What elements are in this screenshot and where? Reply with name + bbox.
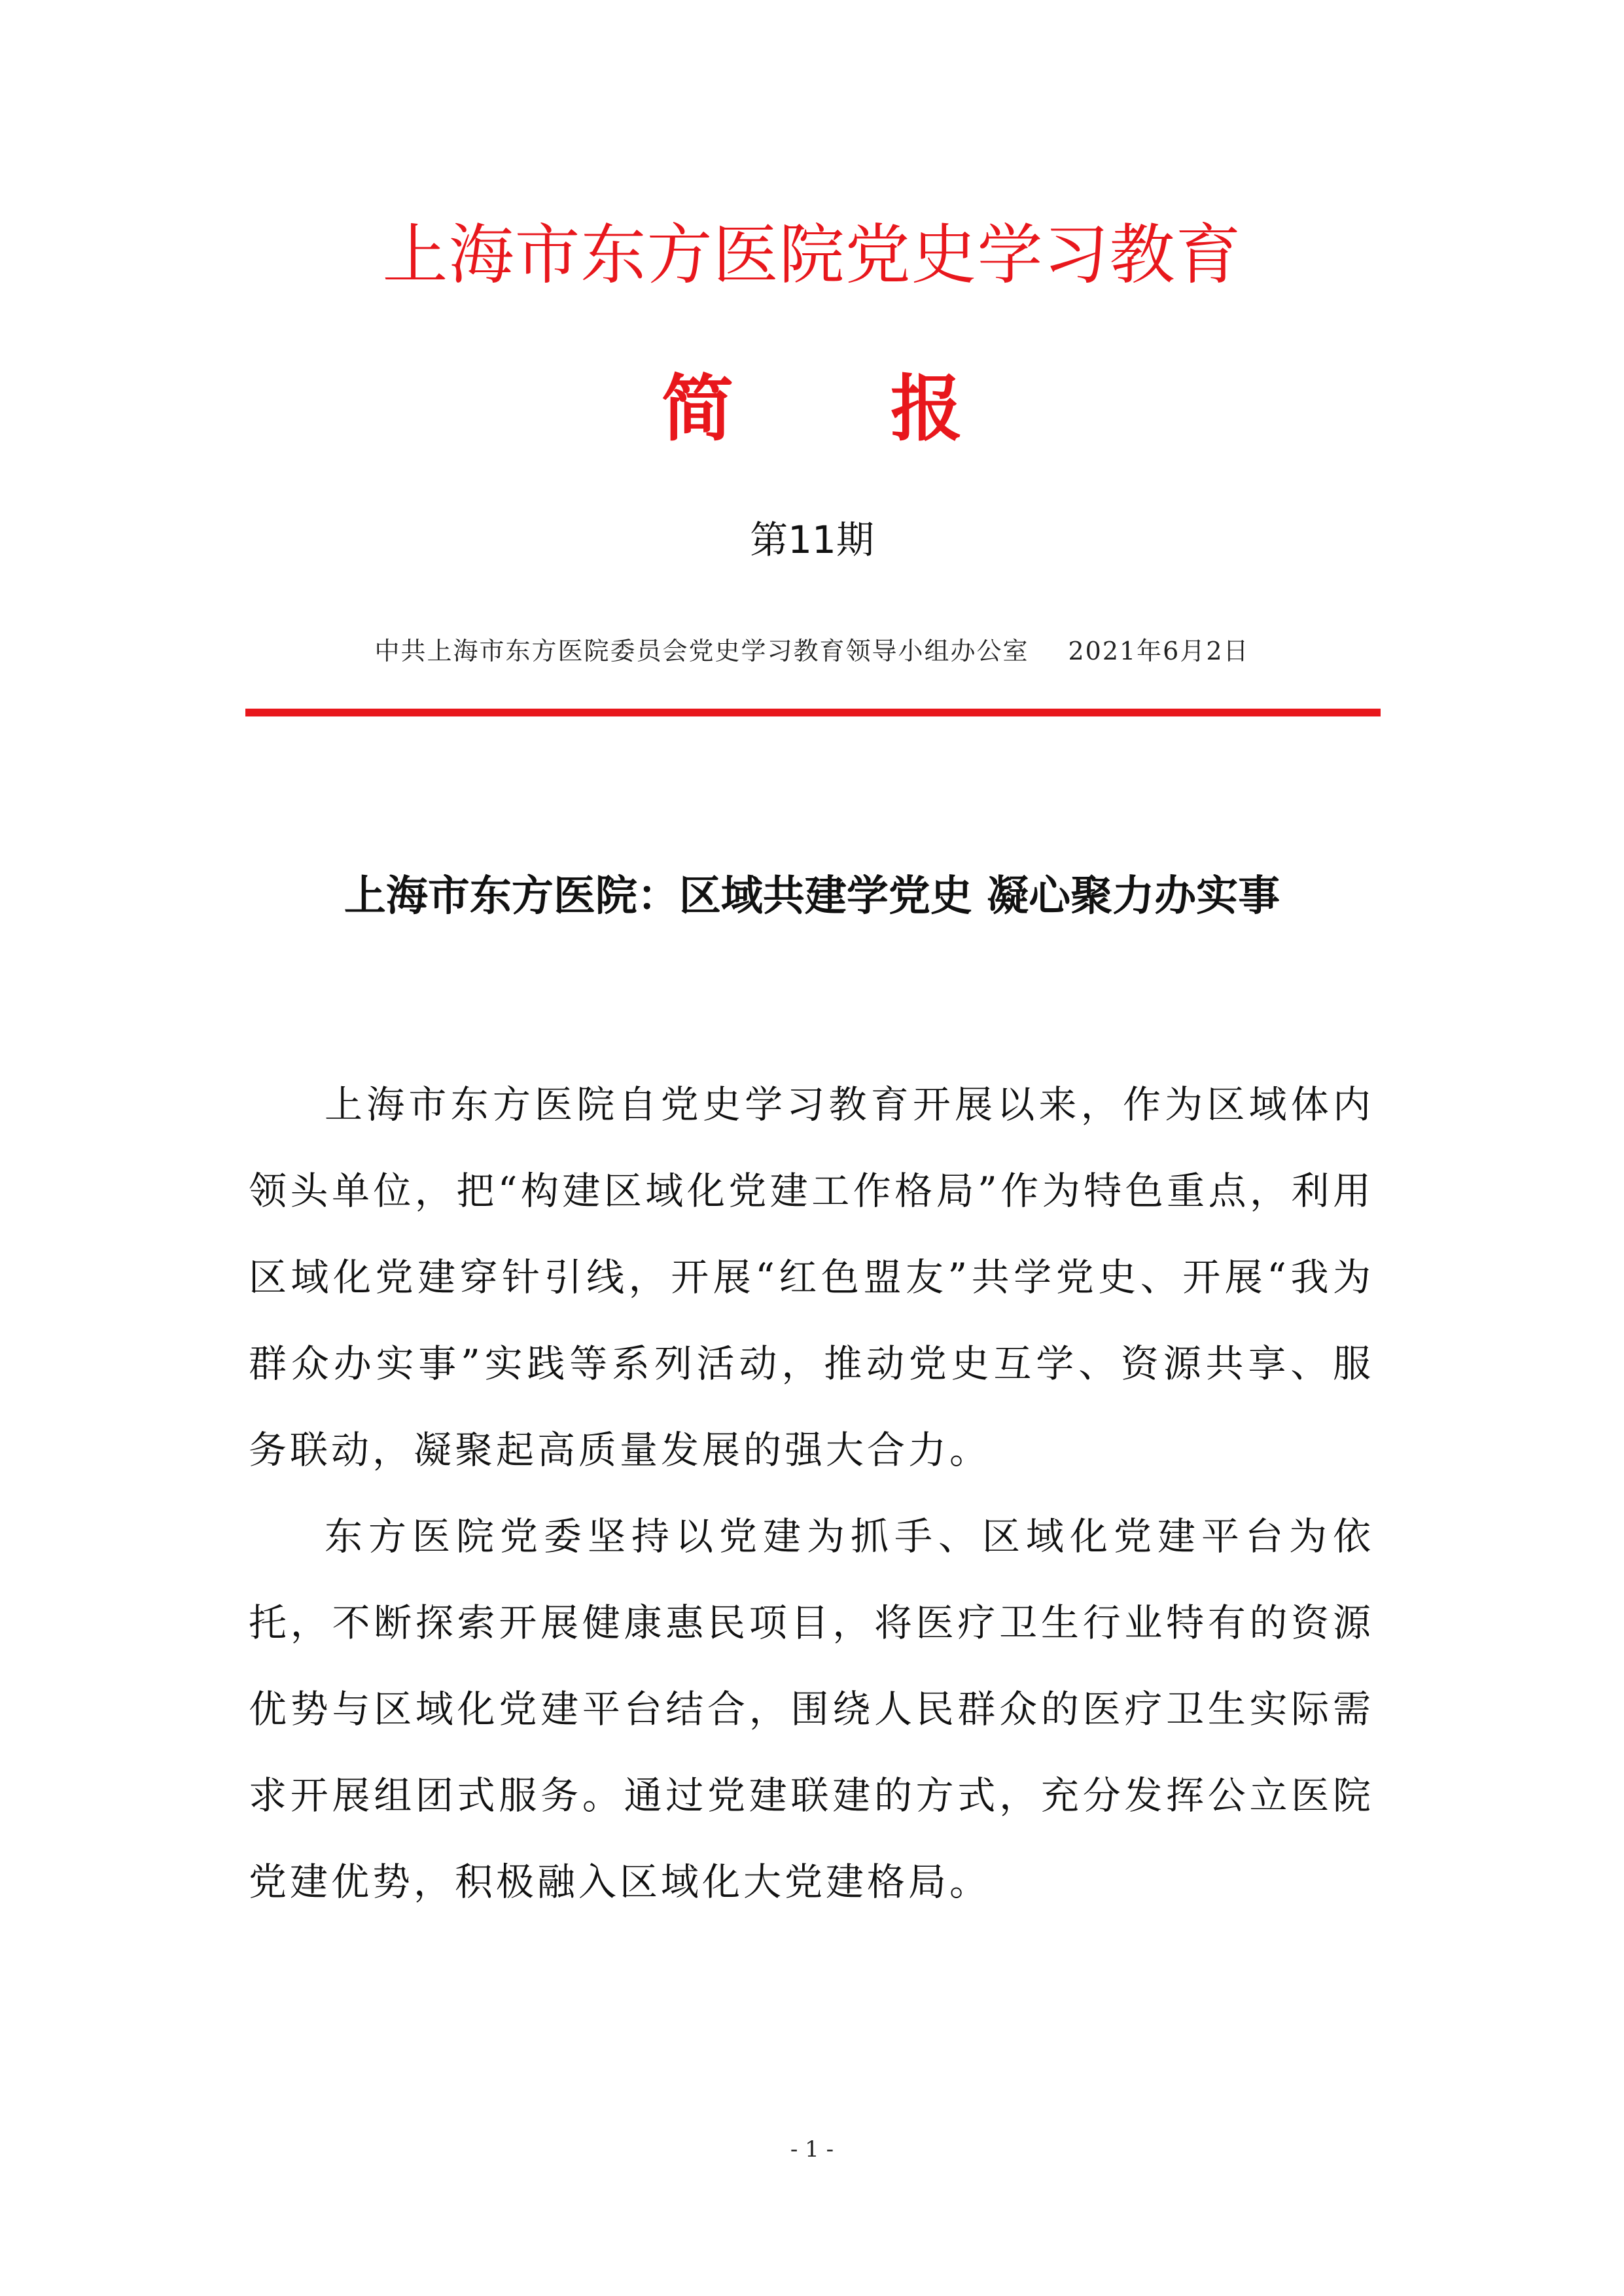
issue-date: 2021年6月2日 [1068, 637, 1250, 665]
page-number: - 1 - [790, 2136, 834, 2163]
masthead-subtitle-left: 简 [662, 367, 733, 451]
masthead-subtitle-right: 报 [891, 367, 962, 451]
issuer-line [0, 631, 1624, 671]
article-paragraph-2: 东方医院党委坚持以党建为抓手、区域化党建平台为依托，不断探索开展健康惠民项目，将医疗卫生行业特有的资源优势与区域化党建平台结合，围绕人民群众的医疗卫生实际需求开展组团式服务。通过党建联建的方式，充分发挥公立医院党建优势，积极融入区域化大党建格局。 [249, 1514, 1374, 1904]
header-divider [245, 709, 1381, 716]
article-paragraph-1: 上海市东方医院自党史学习教育开展以来，作为区域体内领头单位，把“构建区域化党建工作格局”作为特色重点，利用区域化党建穿针引线，开展“红色盟友”共学党史、开展“我为群众办实事”实践等系列活动，推动党史互学、资源共享、服务联动，凝聚起高质量发展的强大合力。 [249, 1082, 1374, 1472]
article-title: 上海市东方医院：区域共建学党史 凝心聚力办实事 [344, 872, 1280, 921]
article-body [249, 1061, 1374, 1925]
issuer-name: 中共上海市东方医院委员会党史学习教育领导小组办公室 [374, 637, 1029, 665]
issue-number: 第11期 [750, 518, 874, 562]
masthead-subtitle [0, 363, 1624, 455]
masthead-title: 上海市东方医院党史学习教育 [382, 217, 1242, 293]
